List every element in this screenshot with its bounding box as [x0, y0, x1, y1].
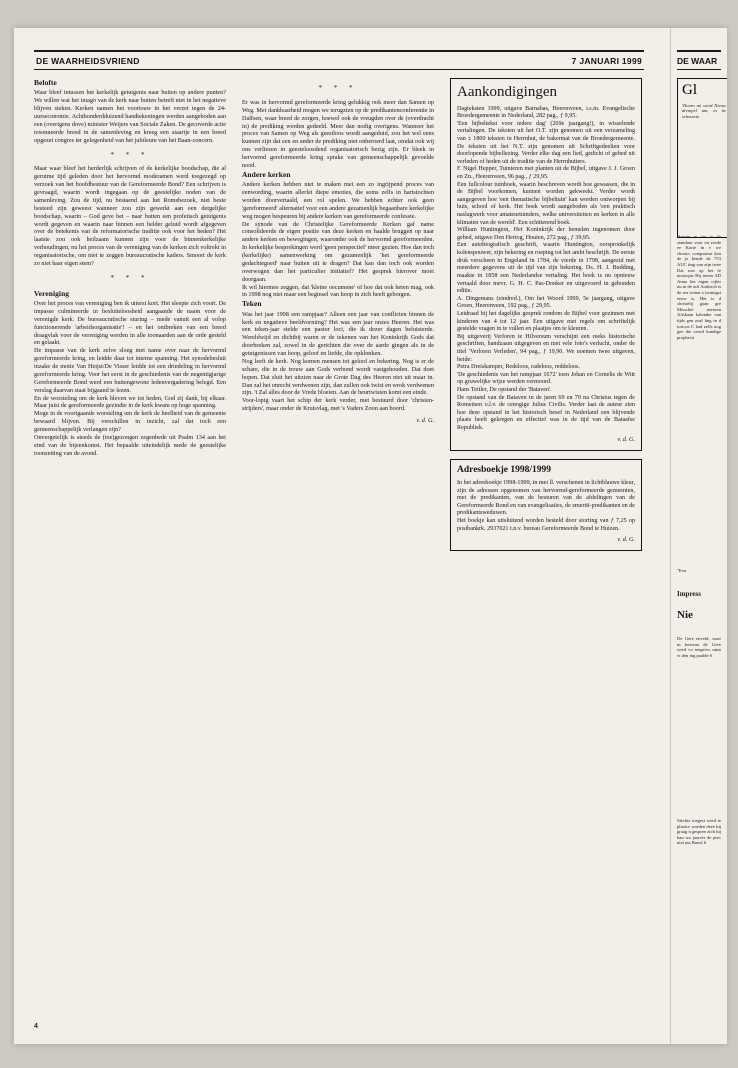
next-page-headline-box: [677, 78, 727, 238]
section-separator: * * *: [318, 84, 358, 92]
next-page-text: 'Samen m rius is du standaar voor en zesde ee Korte in v we chrono comproma ken de je kende da 753 AUC ting van zijn twee Dat was op het fe nieuwjaa Hij noem AD Anno het eigen cijfer nu in de ach Arabisch is de rea weten o twintigst eeuw is. Het is d christelij gaan gre Misschie mensen Afrikaan kalender van tijds gen zoal ling in d toricus C had zelfs nog gee die overd kundige prophecii: [677, 234, 721, 340]
paragraph: Petra Dreiskamper, Redeloos, radeloos, reddeloos.: [457, 364, 580, 371]
paragraph: Het boekje kan uitsluitend worden besteld door storting van ƒ 7,25 op postbankrk. 2937021 t.n.v. bureau Gereformeerde Bond te Huizen.: [457, 518, 635, 532]
heading-vereniging: Vereniging: [34, 288, 70, 298]
paragraph: Leidraad bij het dagelijks gesprek rondom de Bijbel voor gezinnen met kinderen van 4 tot 12 jaar. Een uitgave met regels om schriftelijk gestelde vragen in te vullen en plaatjes om te kleuren.: [457, 310, 635, 333]
masthead-date: 7 JANUARI 1999: [571, 55, 642, 66]
column-three: [450, 78, 642, 1008]
paragraph: En de worsteling om de kerk bleven we tot heden, God zij dank, bij elkaar. Maar juist de gereformeerde gezindte in de kerk kwam op hoge spanning.: [34, 394, 226, 410]
paragraph: De impasse van de kerk zelve sloeg met name over naar de hervormd gereformeerde kring, en leidde daar tot interne spanning. Het synodebesluit inzake de motie Van Heijst/De Visser leidde tot een driedeling in hervormd gereformeerde kring. Voor het eerst in de geschiedenis van de negentigjarige Gereformeerde Bond werd een buitengewone ledenvergadering belegd. Een verslag daarvan staat bijgaand te lezen.: [34, 347, 226, 394]
main-page-area: [14, 28, 662, 1044]
next-page-text: Slechts toegest werd te plaatsv worden deze bij graag n gespree zich bij kan wo jaarver de prec niet aut Bond, h: [677, 818, 721, 846]
paragraph: Maar waar bleef het herderlijk schrijven of de kerkelijke boodschap, die al geruime tijd geleden door het hervormd moderamen werd toegezegd op verzoek van het hoofdbestuur van de Gereformeerde Bond? Een schrijven is gevraagd, waarin wordt ingegaan op de geestelijke noden van de samenleving. Zou de tijd, nu bestaend aan het Romebezoek, niet beste besteed zijn geweest wanneer zou zijn gewerkt aan een dergelijke boodschap, waarin – God geve het – naar buiten een profetisch getuigenis wordt gegeven en waarin naar binnen een helder geluid wordt afgegeven over de betekenis van de reformatorische traditie ook voor het heden? Het laatste zou ook heilzaam kunnen zijn voor de binnenkerkelijke verhoudingen, nu het proces van de vereniging van de kerken zich voltrekt in organisatorische, om niet te zeggen bureaucratische kaders. Smoort de kerk zo niet haar eigen stem?: [34, 165, 226, 267]
paragraph: Was het jaar 1998 een rampjaar? Alleen een jaar van conflicten binnen de kerk en negatieve beeldvorming? Het was een jaar onzes Heeren. Het was een teken-jaar stelde een pastor loci, die ik dezer dagen beluisterde. Wereldwijd en dichtbij waren er de tekenen van het Koninkrijk Gods dat doorbreken zal, zowel in de gerichten die over de aarde gingen als in de getuigenissen van hoop, geloof en liefde, die opklonken.: [242, 310, 434, 358]
next-page-masthead: DE WAAR: [677, 50, 721, 70]
paragraph: De opstand van de Bataven in de jaren 69 en 70 na Christus tegen de Romeinen o.l.v. de cenogige Julius Civilis. Verder laat de auteur zien hoe deze opstand in het historisch besef in Nederland een blijvende plaats heeft gekregen en effectief was in de tijd van de Bataafse Republiek.: [457, 394, 635, 432]
next-page-text: "Een: [677, 568, 687, 573]
paragraph: Over het proces van vereniging ben ik uiterst kort. Het sleepte zich voort. De impasse culmineerde in besluiteloosheid aangaande de naam voor de verenigde kerk. De bureaucratische sturing – mede vanuit een al volop functionerende 'arbeidsorganisatie'! – en het ontbreken van een breed draagvlak voor de vereniging werden in alle toonaarden aan de orde gesteld en gelaakt.: [34, 300, 226, 347]
paragraph: Ik wil hiermee zeggen, dat 'kleine oecumene' of hoe dat ook heten mag, ook in 1998 nog niet maar een beginsel van hoop in zich heeft geborgen.: [242, 283, 434, 299]
next-page-subhead: [677, 590, 721, 606]
paragraph: Een autobiografisch geschrift, waarin Huntington, oorspronkelijk kolenspouwer, zijn bekering en roeping tot het ambt beschrijft. De eerste druk verscheen in Engeland in 1784, de vierde in 1798, aangezid met meerdere gegevens uit de tijd van zijn bekering. Ds. H. J. Budding, maakte in 1858 een Nederlandse vertaling. Het boek is nu opnieuw vertaald door mevr. G. H. C. Pas-Donker en uitgevoerd in gebonden editie.: [457, 242, 635, 295]
next-page-subhead-label: Impress: [677, 590, 701, 598]
section-separator: * * *: [110, 150, 150, 159]
column-one: [34, 78, 226, 1008]
paragraph: Dagteksten 1999, uitgave Barnabas, Heerenveen, i.s.m. Evangelische Broedergemeente in Nederland, 282 pag., ƒ 9,95.: [457, 105, 635, 120]
paragraph: Moge in de voortgaande worsteling om de kerk de heelheid van de gemeente bewaard blijven. Bij verschillen in inzicht, zal dat toch een gemeenschappelijk verlangen zijn?: [34, 410, 226, 434]
heading-teken: Teken: [242, 299, 262, 309]
paragraph: In het adresboekje 1998-1999, in mei ll. verschenen in lichtblauwe kleur, zijn de adressen opgenomen van hervormd-gereformeerde gemeenten, met de predikanten, van de besturen van de afdelingen van de Gereformeerde Bond en van evangelisaties, de emeriti-predikanten en de predikantsweduwen.: [457, 480, 635, 517]
paragraph: 'Een bijbeltekst voor iedere dag' (269e jaargang!), in wisselende vertalingen. De teksten uit het O.T. zijn genomen uit een verzameling van ± 1800 teksten in Herrnhut, de bakermat van de Broedergemeente. De teksten uit het N.T. zijn genomen uit Schriftgedeelten voor doorlopende bijbellezing. Verder elke dag een lied, gedicht of gebed uit verleden of heden uit de traditie van de Herrnhutters.: [457, 120, 635, 165]
paragraph: Er was in hervormd gereformeerde kring gelukkig ook meer dan Samen op Weg. Met dankbaarheid mogen we terugzien op de predikantenconferentie in Dalfsen, waar breed de zorgen, hoewel ook de vreugden over de (overdracht in) de prediking werden gedeeld. Meer dan nodig overigens. Wanneer het proces van Samen op Weg als geestloos wordt aangeduid, zou het wel eens kunnen zijn dat een en ander de prediking niet onberoerd laat, omdat ook wij ons verliezen in geesteloosdend organisatorisch bezig zijn. Er bleek in hervormd gereformeerde kring sprake van gemeenschappelijk gevoelde nood.: [242, 98, 434, 169]
next-page-headline-2: [677, 610, 721, 634]
panel-title: Adresboekje 1998/1999: [457, 464, 552, 475]
paragraph: Andere kerken hebben niet te maken met een zo ingrijpend proces van eenwording, waarin allerlei diepe emoties, die soms zelfs in hartstochten worden doorvertaald, een rol spelen. We hebben echter ook geen 'gereformeerd' alternatief voor een andere gezamenlijk begaanbare kerkelijke weg mogen bespeuren bij andere kerken van gereformeerde confessie.: [242, 181, 434, 220]
paragraph: 'De geschiedenis van het rampjaar 1672' toen Johan en Cornelis de Witt op gruwelijke wijze werden vermoord.: [457, 371, 635, 386]
author-signoff: v. d. G.: [416, 417, 434, 425]
paragraph: Hans Teitler, De opstand der 'Bataven'.: [457, 387, 552, 394]
heading-belofte: Belofte: [34, 78, 57, 87]
next-page-sliver: [670, 28, 727, 1044]
paragraph: Nog leeft de kerk. Nog komen mensen tot geloof en bekering. Nog is er de schare, die in de trouw aan Gods verbond wordt vastgehouden. Dat doet hopen. Dat sluit het uitzien naar de Grote Dag des Heeren niet uit maar in. Dan zal het onrecht verdwenen zijn, dan zullen ook twist en wrok verdwenen zijn. 't Zal alles door de Vrede bloeien. Aan de beurtwisten komt een einde.: [242, 357, 434, 397]
next-page-headline: Gl: [682, 82, 697, 98]
paragraph: Voor-lopig vaart het schip der kerk verder, met bestuurd door 'christen-strijders', maar onder de Kruisvlag, met 's Vaders Zoon aan boord.: [242, 397, 434, 413]
page-number: 4: [34, 1023, 38, 1030]
heading-andere-kerken: Andere kerken: [242, 169, 291, 179]
paragraph: A. Dingemans (eindred.), Om het Woord 1999, 5e jaargang, uitgave Groen, Heerenveen, 192 pag., ƒ 29,95.: [457, 295, 635, 310]
panel-title: Aankondigingen: [457, 84, 557, 100]
section-separator: * * *: [110, 273, 150, 282]
masthead: [34, 50, 644, 70]
paragraph: De synode van de Christelijke Gereformeerde Kerken gaf name consolideerde de eigen positie van deze kerken en haalde bruggen op naar andere kerken en bewegingen, waaronder ook de hervormd gereformeerden. In kerkelijke besprekingen werd 'geen perspectief' meer gezien. Hoe dan toch (kerkelijke) samenwerking om gezamenlijk 'het gereformeerde gedachtegoed' naar buiten uit te dragen? Dat kan dan toch ook worden overwogen dan het particulier initiatief? Het gesprek hierover moet doorgaan.: [242, 220, 434, 283]
column-two: [242, 78, 434, 1008]
paragraph: Bij uitgeverij Verloren te Hilversum verschijnt een reeks historische geschriften, handzaam uitgegeven en met vele foto's verlucht, onder de titel 'Verloren Verleden', 94 pag., ƒ 19,90. We noemen twee uitgaven, beide:: [457, 333, 635, 363]
paper-sheet: [14, 28, 726, 1044]
next-page-headline-2-label: Nie: [677, 610, 693, 621]
paragraph: William Huntington, Het Koninkrijk der hemelen ingenomen door gebed, uitgave Den Hertog, Houten, 272 pag., ƒ 39,95.: [457, 227, 635, 241]
article-columns: [34, 78, 642, 1008]
next-page-text: De Gere neveld, waar in bezwaa de Gere werd vo tengevw ruim vi den ing paalde S: [677, 636, 721, 658]
author-signoff: v. d. G.: [617, 536, 635, 544]
paragraph: Een fullcolour tuinboek, waarin beschreven wordt hoe gewassen, die in de Bijbel voorkomen, kunnen worden gekweekt. Verder wordt aangegeven hoe 'een thematische bijbeltuin' kan worden ontworpen bij huis, school of kerk. Het boek wordt aangeboden als 'een praktisch naslagwerk voor amateurtuinders, welke universiteiten en kerken in alle klimaten van de wereld'. Een schitterend boek.: [457, 181, 635, 226]
paragraph: Waar bleef intussen het kerkelijk getuigenis naar buiten op andere punten? We willen wat het imago van de kerk naar buiten betreft niet in het negatieve blijven steken. Kerken namen het voortouw in het verzet tegen de 24-uurseconomie. Achthonderdduizend handtekeningen werden aangeboden aan een (overigens dove) minister Weijers van Sociale Zaken. De gecoverde actie resonneerde breed in de samenleving en kreeg een staartje in een breed opgezet congres ter gelegenheid van het jubileum van het Baan-concern.: [34, 89, 226, 144]
panel-aankondigingen: [450, 78, 642, 451]
paragraph: F. Nigel Hepper, Tuinieren met planten uit de Bijbel, uitgave J. J. Groen en Zn., Heerenveen, 96 pag., ƒ 29,95.: [457, 166, 635, 180]
author-signoff: v. d. G.: [617, 435, 635, 443]
next-page-quote: 'Hoezo mi word Nieuw drempel um, in he schouwin: [682, 102, 726, 119]
paragraph: Onvergetelijk is steeds de (toe)gezongen zegenbede uit Psalm 134 aan het eind van de bijeenkomst. Het bepaalde uiteindelijk mede de geestelijke toonzetting van de avond.: [34, 433, 226, 457]
masthead-publication: DE WAARHEIDSVRIEND: [36, 55, 140, 66]
panel-adresboekje: [450, 459, 642, 552]
